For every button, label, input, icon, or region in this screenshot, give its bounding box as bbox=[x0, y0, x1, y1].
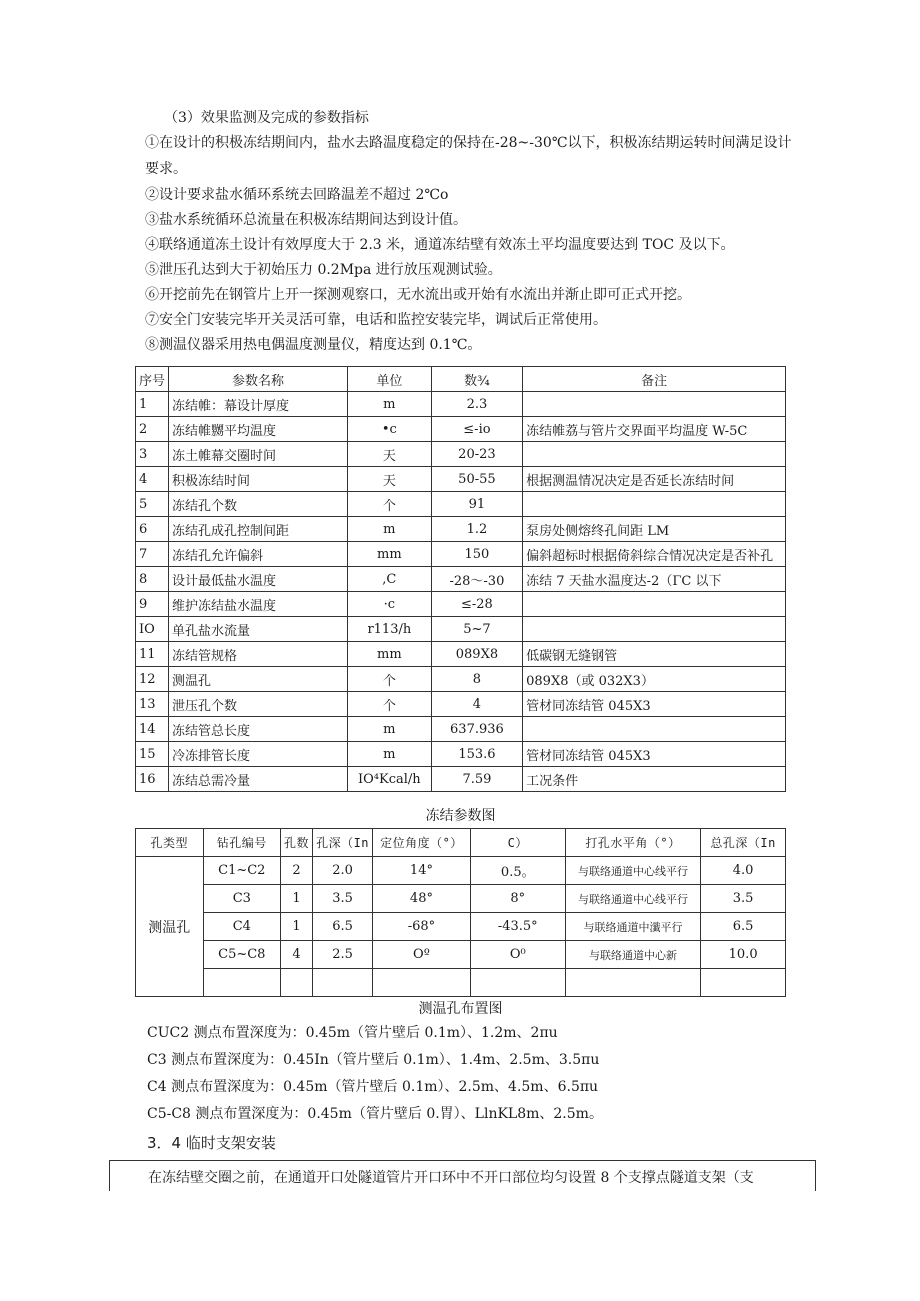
params-cell: 工况条件 bbox=[523, 767, 786, 792]
params-cell bbox=[523, 392, 786, 417]
params-row bbox=[136, 742, 786, 767]
holes-cell: -68° bbox=[373, 913, 471, 941]
params-cell: mm bbox=[347, 642, 431, 667]
params-cell: 13 bbox=[136, 692, 169, 717]
params-cell: 冻结孔允许偏斜 bbox=[169, 542, 348, 567]
params-cell: 11 bbox=[136, 642, 169, 667]
params-cell: 150 bbox=[431, 542, 522, 567]
item-2: ②设计要求盐水循环系统去回路温差不超过 2℃o bbox=[145, 187, 449, 203]
params-cell: IO⁴Kcal/h bbox=[347, 767, 431, 792]
holes-cell: 1 bbox=[281, 885, 313, 913]
params-row bbox=[136, 392, 786, 417]
params-cell: 积极冻结时间 bbox=[169, 467, 348, 492]
params-cell: 4 bbox=[136, 467, 169, 492]
params-row bbox=[136, 717, 786, 742]
params-header-cell: 单位 bbox=[347, 367, 431, 392]
params-cell bbox=[523, 592, 786, 617]
params-cell: ≤-io bbox=[431, 417, 522, 442]
params-cell: 20-23 bbox=[431, 442, 522, 467]
params-cell: 冻结孔成孔控制间距 bbox=[169, 517, 348, 542]
depth-line-2: C3 测点布置深度为：0.45In（管片壁后 0.1m）、1.4m、2.5m、3.5πu bbox=[147, 1052, 600, 1068]
params-cell: 153.6 bbox=[431, 742, 522, 767]
params-cell: 冷冻排管长度 bbox=[169, 742, 348, 767]
holes-cell: 4.0 bbox=[701, 857, 786, 885]
item-6: ⑥开挖前先在钢管片上开一探测观察口，无水流出或开始有水流出并渐止即可正式开挖。 bbox=[145, 287, 691, 303]
item-4: ④联络通道冻土设计有效厚度大于 2.3 米，通道冻结壁有效冻土平均温度要达到 TOC 及以下。 bbox=[145, 237, 735, 253]
params-row bbox=[136, 442, 786, 467]
holes-cell: C4 bbox=[203, 913, 281, 941]
params-cell: 1 bbox=[136, 392, 169, 417]
holes-cell: 与联络通道中瀸平行 bbox=[565, 913, 701, 941]
depth-line-1: CUC2 测点布置深度为：0.45m（管片壁后 0.1m）、1.2m、2πu bbox=[147, 1025, 558, 1041]
holes-cell: 6.5 bbox=[313, 913, 373, 941]
holes-header-cell: 钻孔编号 bbox=[203, 829, 281, 857]
last-paragraph-text: 在冻结壁交圈之前，在通道开口处隧道管片开口环中不开口部位均匀设置 8 个支撑点隧道支架（支 bbox=[148, 1170, 754, 1186]
holes-cell: 与联络通道中心新 bbox=[565, 941, 701, 969]
params-cell: 089X8（或 032X3） bbox=[523, 667, 786, 692]
params-cell: 设计最低盐水温度 bbox=[169, 567, 348, 592]
holes-row bbox=[136, 857, 786, 885]
holes-header-row bbox=[136, 829, 786, 857]
params-cell: 根据测温情况决定是否延长冻结时间 bbox=[523, 467, 786, 492]
params-table bbox=[135, 366, 786, 792]
item-3: ③盐水系统循环总流量在积极冻结期间达到设计值。 bbox=[145, 212, 467, 228]
params-cell: m bbox=[347, 392, 431, 417]
holes-cell bbox=[565, 969, 701, 997]
params-header-cell: 参数名称 bbox=[169, 367, 348, 392]
params-row bbox=[136, 492, 786, 517]
params-cell: 冻结管总长度 bbox=[169, 717, 348, 742]
params-cell: mm bbox=[347, 542, 431, 567]
holes-cell: 48° bbox=[373, 885, 471, 913]
heading-3-4: 3．4 临时支架安装 bbox=[147, 1134, 276, 1152]
holes-cell bbox=[373, 969, 471, 997]
holes-header-cell: C） bbox=[470, 829, 565, 857]
item-5: ⑤泄压孔达到大于初始压力 0.2Mpa 进行放压观测试验。 bbox=[145, 262, 502, 278]
params-row bbox=[136, 592, 786, 617]
holes-header-cell: 孔数 bbox=[281, 829, 313, 857]
holes-cell: -43.5° bbox=[470, 913, 565, 941]
holes-cell bbox=[701, 969, 786, 997]
params-cell bbox=[523, 717, 786, 742]
params-cell: -28～-30 bbox=[431, 567, 522, 592]
holes-cell: C1~C2 bbox=[203, 857, 281, 885]
holes-header-cell: 总孔深（In bbox=[701, 829, 786, 857]
params-cell: ≤-28 bbox=[431, 592, 522, 617]
holes-cell bbox=[203, 969, 281, 997]
holes-cell: 与联络通道中心线平行 bbox=[565, 857, 701, 885]
params-cell: 2 bbox=[136, 417, 169, 442]
holes-cell: 8° bbox=[470, 885, 565, 913]
params-cell: 测温孔 bbox=[169, 667, 348, 692]
params-header-cell: 备注 bbox=[523, 367, 786, 392]
params-cell: 12 bbox=[136, 667, 169, 692]
params-cell: 管材同冻结管 045X3 bbox=[523, 742, 786, 767]
params-cell: 冻结 7 天盐水温度达-2（ΓC 以下 bbox=[523, 567, 786, 592]
caption-hole-layout: 测温孔布置图 bbox=[418, 1001, 503, 1017]
params-cell: 5~7 bbox=[431, 617, 522, 642]
holes-cell: 与联络通道中心线平行 bbox=[565, 885, 701, 913]
holes-cell: 14° bbox=[373, 857, 471, 885]
holes-row bbox=[136, 913, 786, 941]
params-cell: 天 bbox=[347, 442, 431, 467]
holes-cell: 3.5 bbox=[701, 885, 786, 913]
params-cell: 冻结帷嬲平均温度 bbox=[169, 417, 348, 442]
holes-cell bbox=[313, 969, 373, 997]
params-cell: 泄压孔个数 bbox=[169, 692, 348, 717]
holes-cell: 0.5。 bbox=[470, 857, 565, 885]
holes-cell: 10.0 bbox=[701, 941, 786, 969]
params-cell bbox=[523, 442, 786, 467]
params-row bbox=[136, 617, 786, 642]
holes-cell bbox=[281, 969, 313, 997]
params-cell: 91 bbox=[431, 492, 522, 517]
holes-header-cell: 孔深（In bbox=[313, 829, 373, 857]
section-title: （3）效果监测及完成的参数指标 bbox=[164, 110, 369, 126]
holes-header-cell: 打孔水平角（°） bbox=[565, 829, 701, 857]
holes-cell: 6.5 bbox=[701, 913, 786, 941]
params-cell: 单孔盐水流量 bbox=[169, 617, 348, 642]
holes-cell: C3 bbox=[203, 885, 281, 913]
params-row bbox=[136, 767, 786, 792]
depth-line-3: C4 测点布置深度为：0.45m（管片壁后 0.1m）、2.5m、4.5m、6.5πu bbox=[147, 1079, 599, 1095]
params-cell: 天 bbox=[347, 467, 431, 492]
params-cell: ,C bbox=[347, 567, 431, 592]
params-cell: 8 bbox=[431, 667, 522, 692]
params-cell: •c bbox=[347, 417, 431, 442]
params-cell: m bbox=[347, 517, 431, 542]
holes-cell: 2.0 bbox=[313, 857, 373, 885]
item-1: ①在设计的积极冻结期间内，盐水去路温度稳定的保持在-28~-30℃以下，积极冻结期运转时间满足设计要求。 bbox=[145, 135, 792, 177]
depth-line-4: C5-C8 测点布置深度为：0.45m（管片壁后 0.胃）、LlnKL8m、2.5m。 bbox=[147, 1106, 603, 1122]
params-cell: r113∕h bbox=[347, 617, 431, 642]
holes-row bbox=[136, 969, 786, 997]
params-cell: 4 bbox=[431, 692, 522, 717]
params-cell: IO bbox=[136, 617, 169, 642]
caption-freeze-params: 冻结参数图 bbox=[425, 808, 496, 824]
params-cell: ·c bbox=[347, 592, 431, 617]
holes-cell: 4 bbox=[281, 941, 313, 969]
params-cell: 低碳钢无缝钢管 bbox=[523, 642, 786, 667]
params-cell: 泵房处侧熔终孔间距 LM bbox=[523, 517, 786, 542]
params-cell: 8 bbox=[136, 567, 169, 592]
params-cell: 个 bbox=[347, 492, 431, 517]
params-cell: 冻结管规格 bbox=[169, 642, 348, 667]
params-header-cell: 序号 bbox=[136, 367, 169, 392]
holes-row bbox=[136, 941, 786, 969]
params-row bbox=[136, 567, 786, 592]
params-cell: 冻结孔个数 bbox=[169, 492, 348, 517]
params-cell bbox=[523, 617, 786, 642]
item-7: ⑦安全门安装完毕开关灵活可靠，电话和监控安装完毕，调试后正常使用。 bbox=[145, 312, 607, 328]
params-cell: 637.936 bbox=[431, 717, 522, 742]
holes-header-cell: 定位角度（°） bbox=[373, 829, 471, 857]
params-cell: 16 bbox=[136, 767, 169, 792]
holes-cell: 1 bbox=[281, 913, 313, 941]
params-cell: 6 bbox=[136, 517, 169, 542]
params-row bbox=[136, 467, 786, 492]
params-cell: 冻结帷：幕设计厚度 bbox=[169, 392, 348, 417]
params-cell bbox=[523, 492, 786, 517]
holes-cell: Oº bbox=[373, 941, 471, 969]
params-row bbox=[136, 692, 786, 717]
holes-cell: C5~C8 bbox=[203, 941, 281, 969]
params-cell: 50-55 bbox=[431, 467, 522, 492]
params-cell: 个 bbox=[347, 692, 431, 717]
holes-table bbox=[135, 828, 786, 997]
params-row bbox=[136, 667, 786, 692]
params-cell: 5 bbox=[136, 492, 169, 517]
holes-cell: 3.5 bbox=[313, 885, 373, 913]
params-cell: 冻土帷幕交圈时间 bbox=[169, 442, 348, 467]
params-cell: 9 bbox=[136, 592, 169, 617]
holes-cell: O⁰ bbox=[470, 941, 565, 969]
params-cell: 7.59 bbox=[431, 767, 522, 792]
params-cell: 冻结总需冷量 bbox=[169, 767, 348, 792]
params-cell: 维护冻结盐水温度 bbox=[169, 592, 348, 617]
params-header-row bbox=[136, 367, 786, 392]
holes-row bbox=[136, 885, 786, 913]
hole-type-cell: 测温孔 bbox=[136, 857, 204, 997]
params-cell: m bbox=[347, 742, 431, 767]
holes-cell: 2 bbox=[281, 857, 313, 885]
params-row bbox=[136, 517, 786, 542]
params-cell: 15 bbox=[136, 742, 169, 767]
params-row bbox=[136, 417, 786, 442]
params-cell: 3 bbox=[136, 442, 169, 467]
bordered-paragraph bbox=[109, 1160, 816, 1191]
params-cell: 7 bbox=[136, 542, 169, 567]
params-header-cell: 数¾ bbox=[431, 367, 522, 392]
params-cell: m bbox=[347, 717, 431, 742]
params-cell: 冻结帷荔与管片交界面平均温度 W-5C bbox=[523, 417, 786, 442]
params-row bbox=[136, 542, 786, 567]
params-cell: 管材同冻结管 045X3 bbox=[523, 692, 786, 717]
params-cell: 2.3 bbox=[431, 392, 522, 417]
params-row bbox=[136, 642, 786, 667]
params-cell: 089X8 bbox=[431, 642, 522, 667]
params-cell: 14 bbox=[136, 717, 169, 742]
holes-header-cell: 孔类型 bbox=[136, 829, 204, 857]
params-cell: 偏斜超标时根据倚斜综合情况决定是否补孔 bbox=[523, 542, 786, 567]
params-cell: 个 bbox=[347, 667, 431, 692]
holes-cell: 2.5 bbox=[313, 941, 373, 969]
params-cell: 1.2 bbox=[431, 517, 522, 542]
item-8: ⑧测温仪器采用热电偶温度测量仪，精度达到 0.1℃。 bbox=[145, 337, 482, 353]
holes-cell bbox=[470, 969, 565, 997]
